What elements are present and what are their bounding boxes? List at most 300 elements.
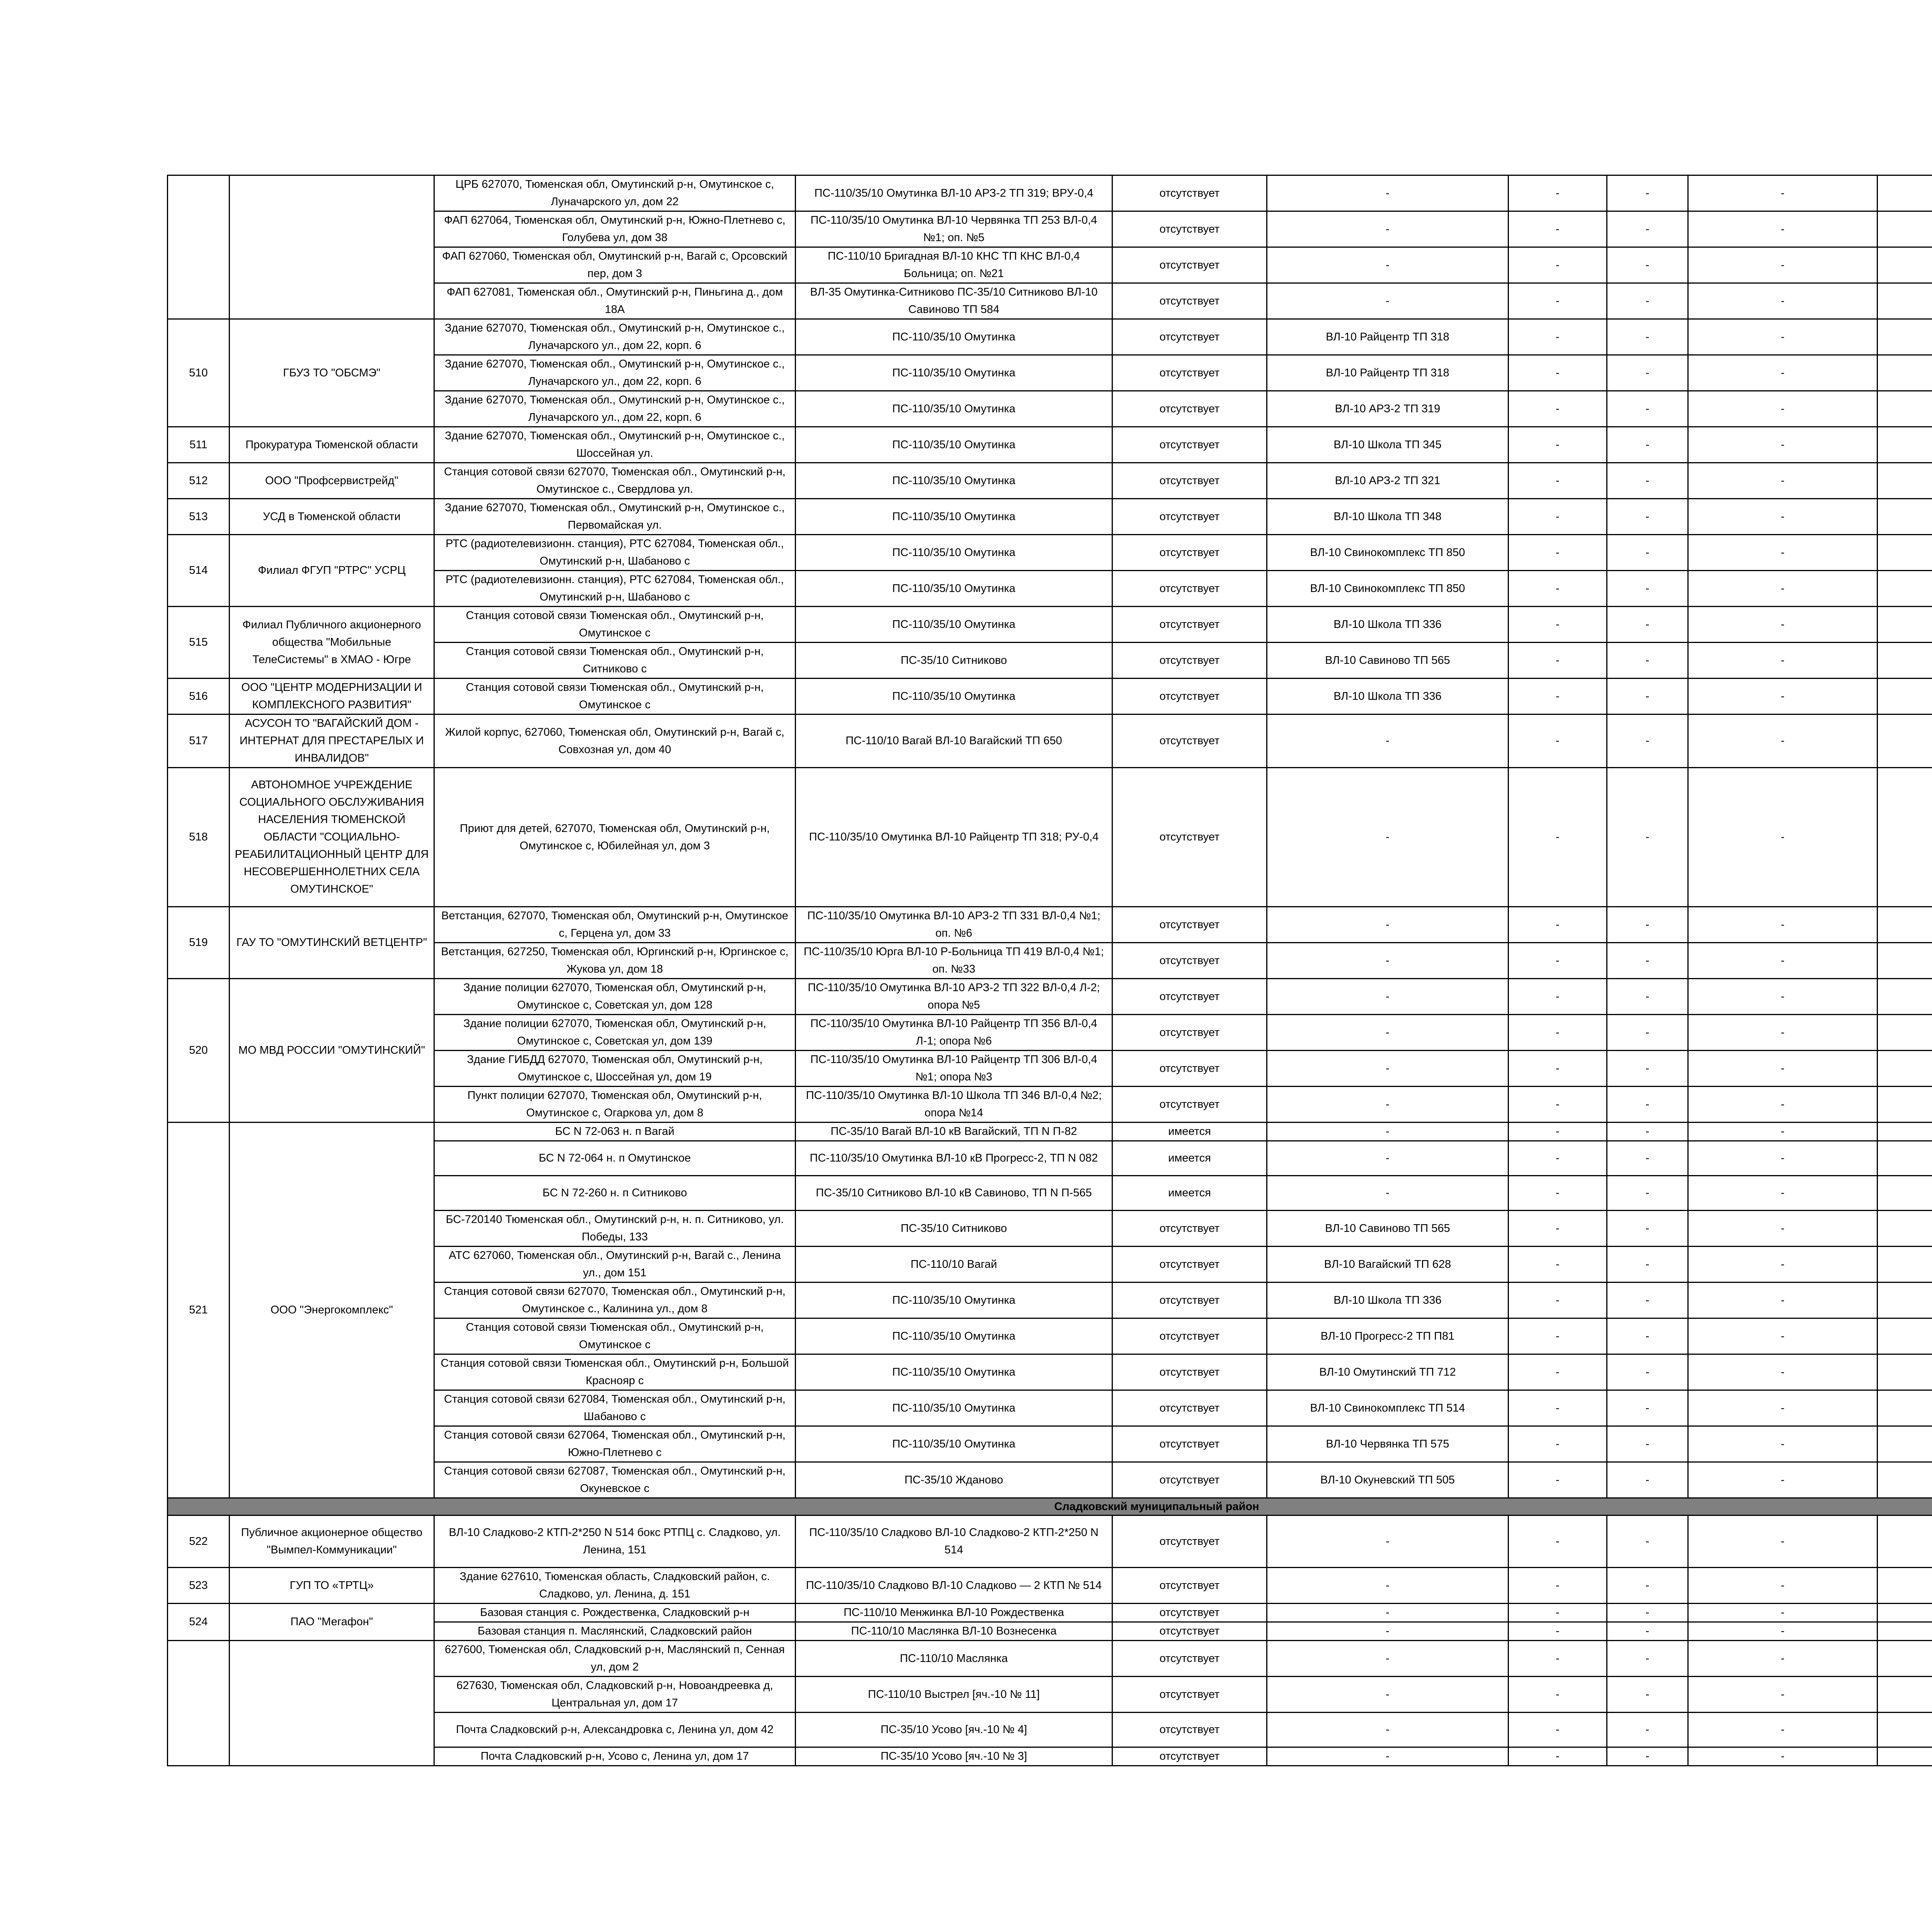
reserve-status-cell: отсутствует xyxy=(1112,1516,1267,1568)
dash-cell xyxy=(1878,1123,1932,1141)
address-cell: Станция сотовой связи Тюменская обл., Омутинский р-н, Омутинское с xyxy=(434,1318,796,1354)
reserve-status-cell: отсутствует xyxy=(1112,679,1267,714)
dash-cell: - xyxy=(1688,319,1878,355)
dash-cell xyxy=(1878,247,1932,283)
dash-cell: - xyxy=(1688,1283,1878,1318)
dash-cell: - xyxy=(1607,1390,1688,1426)
row-number-cell: 518 xyxy=(168,768,230,907)
dash-cell xyxy=(1878,607,1932,643)
dash-cell: - xyxy=(1509,247,1607,283)
supply-source-cell: ПС-110/35/10 Сладково ВЛ-10 Сладково — 2 КТП № 514 xyxy=(796,1568,1112,1604)
reserve-status-cell: отсутствует xyxy=(1112,607,1267,643)
table-row xyxy=(168,979,1932,1015)
address-cell: 627600, Тюменская обл, Сладковский р-н, Маслянский п, Сенная ул, дом 2 xyxy=(434,1641,796,1677)
address-cell: РТС (радиотелевизионн. станция), РТС 627084, Тюменская обл., Омутинский р-н, Шабаново с xyxy=(434,535,796,571)
supply-source-cell: ПС-110/35/10 Омутинка ВЛ-10 АРЗ-2 ТП 331 ВЛ-0,4 №1; оп. №6 xyxy=(796,907,1112,943)
dash-cell xyxy=(1878,571,1932,607)
feeder-line-cell: ВЛ-10 Райцентр ТП 318 xyxy=(1267,355,1509,391)
dash-cell: - xyxy=(1607,1015,1688,1051)
supply-source-cell: ПС-110/35/10 Омутинка xyxy=(796,499,1112,535)
dash-cell: - xyxy=(1509,714,1607,768)
reserve-status-cell: отсутствует xyxy=(1112,391,1267,427)
row-number-cell: 522 xyxy=(168,1516,230,1568)
reserve-status-cell: отсутствует xyxy=(1112,768,1267,907)
address-cell: Здание 627070, Тюменская обл., Омутинский р-н, Омутинское с., Луначарского ул., дом 22, корп. 6 xyxy=(434,319,796,355)
dash-cell: - xyxy=(1607,1211,1688,1247)
dash-cell: - xyxy=(1688,391,1878,427)
dash-cell: - xyxy=(1688,535,1878,571)
reserve-status-cell: отсутствует xyxy=(1112,211,1267,247)
address-cell: РТС (радиотелевизионн. станция), РТС 627084, Тюменская обл., Омутинский р-н, Шабаново с xyxy=(434,571,796,607)
row-number-cell xyxy=(168,1641,230,1766)
dash-cell: - xyxy=(1509,571,1607,607)
dash-cell: - xyxy=(1688,1462,1878,1498)
row-number-cell: 523 xyxy=(168,1568,230,1604)
organization-cell: Публичное акционерное общество "Вымпел-Коммуникации" xyxy=(230,1516,434,1568)
dash-cell: - xyxy=(1688,768,1878,907)
reserve-status-cell: отсутствует xyxy=(1112,979,1267,1015)
dash-cell: - xyxy=(1607,427,1688,463)
dash-cell: - xyxy=(1509,1015,1607,1051)
dash-cell: - xyxy=(1688,571,1878,607)
region-header-row xyxy=(168,1498,1932,1516)
feeder-line-cell: ВЛ-10 АРЗ-2 ТП 319 xyxy=(1267,391,1509,427)
reserve-status-cell: отсутствует xyxy=(1112,1051,1267,1087)
dash-cell: - xyxy=(1607,247,1688,283)
dash-cell: - xyxy=(1607,1677,1688,1713)
supply-source-cell: ПС-35/10 Вагай ВЛ-10 кВ Вагайский, ТП N П-82 xyxy=(796,1123,1112,1141)
table-row xyxy=(168,463,1932,499)
row-number-cell: 510 xyxy=(168,319,230,427)
supply-source-cell: ПС-110/35/10 Омутинка xyxy=(796,1354,1112,1390)
supply-source-cell: ПС-110/35/10 Омутинка xyxy=(796,607,1112,643)
dash-cell xyxy=(1878,1622,1932,1641)
dash-cell: - xyxy=(1688,1622,1878,1641)
address-cell: Станция сотовой связи Тюменская обл., Омутинский р-н, Омутинское с xyxy=(434,607,796,643)
reserve-status-cell: отсутствует xyxy=(1112,499,1267,535)
consumers-table xyxy=(167,175,1932,1766)
dash-cell: - xyxy=(1607,979,1688,1015)
address-cell: Жилой корпус, 627060, Тюменская обл, Омутинский р-н, Вагай с, Совхозная ул, дом 40 xyxy=(434,714,796,768)
reserve-status-cell: отсутствует xyxy=(1112,247,1267,283)
reserve-status-cell: отсутствует xyxy=(1112,355,1267,391)
dash-cell: - xyxy=(1509,979,1607,1015)
address-cell: 627630, Тюменская обл, Сладковский р-н, Новоандреевка д, Центральная ул, дом 17 xyxy=(434,1677,796,1713)
table-row xyxy=(168,907,1932,943)
dash-cell: - xyxy=(1509,1123,1607,1141)
dash-cell: - xyxy=(1509,1176,1607,1211)
address-cell: Станция сотовой связи Тюменская обл., Омутинский р-н, Омутинское с xyxy=(434,679,796,714)
feeder-line-cell: - xyxy=(1267,714,1509,768)
dash-cell: - xyxy=(1607,1123,1688,1141)
feeder-line-cell: - xyxy=(1267,1051,1509,1087)
dash-cell xyxy=(1878,1176,1932,1211)
supply-source-cell: ПС-110/35/10 Омутинка xyxy=(796,1318,1112,1354)
dash-cell: - xyxy=(1607,175,1688,211)
dash-cell: - xyxy=(1607,943,1688,979)
dash-cell xyxy=(1878,211,1932,247)
address-cell: Ветстанция, 627250, Тюменская обл, Юргинский р-н, Юргинское с, Жукова ул, дом 18 xyxy=(434,943,796,979)
organization-cell: Филиал ФГУП "РТРС" УСРЦ xyxy=(230,535,434,607)
organization-cell: ГБУЗ ТО "ОБСМЭ" xyxy=(230,319,434,427)
dash-cell xyxy=(1878,1318,1932,1354)
region-header-label: Сладковский муниципальный район xyxy=(1054,1500,1259,1513)
feeder-line-cell: - xyxy=(1267,1123,1509,1141)
dash-cell xyxy=(1878,175,1932,211)
reserve-status-cell: отсутствует xyxy=(1112,907,1267,943)
supply-source-cell: ПС-110/35/10 Юрга ВЛ-10 Р-Больница ТП 419 ВЛ-0,4 №1; оп. №33 xyxy=(796,943,1112,979)
table-body xyxy=(168,175,1932,1766)
row-number-cell xyxy=(168,175,230,319)
dash-cell xyxy=(1878,1141,1932,1176)
dash-cell: - xyxy=(1509,1051,1607,1087)
feeder-line-cell: ВЛ-10 Свинокомплекс ТП 850 xyxy=(1267,571,1509,607)
organization-cell: Филиал Публичного акционерного общества "Мобильные ТелеСистемы" в ХМАО - Югре xyxy=(230,607,434,679)
dash-cell: - xyxy=(1509,943,1607,979)
dash-cell: - xyxy=(1688,1211,1878,1247)
dash-cell: - xyxy=(1688,943,1878,979)
dash-cell: - xyxy=(1509,1604,1607,1622)
dash-cell xyxy=(1878,499,1932,535)
reserve-status-cell: имеется xyxy=(1112,1176,1267,1211)
reserve-status-cell: отсутствует xyxy=(1112,1462,1267,1498)
dash-cell: - xyxy=(1688,1051,1878,1087)
dash-cell: - xyxy=(1509,907,1607,943)
address-cell: БС N 72-064 н. п Омутинское xyxy=(434,1141,796,1176)
dash-cell: - xyxy=(1607,1604,1688,1622)
reserve-status-cell: отсутствует xyxy=(1112,714,1267,768)
supply-source-cell: ВЛ-35 Омутинка-Ситниково ПС-35/10 Ситниково ВЛ-10 Савиново ТП 584 xyxy=(796,283,1112,319)
address-cell: Ветстанция, 627070, Тюменская обл, Омутинский р-н, Омутинское с, Герцена ул, дом 33 xyxy=(434,907,796,943)
table-row xyxy=(168,1123,1932,1141)
row-number-cell: 520 xyxy=(168,979,230,1123)
dash-cell: - xyxy=(1607,283,1688,319)
table-row xyxy=(168,1568,1932,1604)
dash-cell: - xyxy=(1688,679,1878,714)
dash-cell: - xyxy=(1509,427,1607,463)
dash-cell xyxy=(1878,535,1932,571)
feeder-line-cell: ВЛ-10 Свинокомплекс ТП 514 xyxy=(1267,1390,1509,1426)
dash-cell xyxy=(1878,1462,1932,1498)
dash-cell: - xyxy=(1509,463,1607,499)
row-number-cell: 516 xyxy=(168,679,230,714)
dash-cell xyxy=(1878,1087,1932,1123)
organization-cell: ГУП ТО «ТРТЦ» xyxy=(230,1568,434,1604)
feeder-line-cell: - xyxy=(1267,247,1509,283)
dash-cell: - xyxy=(1509,768,1607,907)
dash-cell xyxy=(1878,643,1932,679)
supply-source-cell: ПС-110/10 Вагай xyxy=(796,1247,1112,1283)
feeder-line-cell: - xyxy=(1267,1516,1509,1568)
row-number-cell: 511 xyxy=(168,427,230,463)
dash-cell: - xyxy=(1509,1247,1607,1283)
dash-cell: - xyxy=(1509,499,1607,535)
dash-cell: - xyxy=(1509,1141,1607,1176)
feeder-line-cell: - xyxy=(1267,1641,1509,1677)
feeder-line-cell: ВЛ-10 Школа ТП 345 xyxy=(1267,427,1509,463)
dash-cell: - xyxy=(1688,355,1878,391)
dash-cell: - xyxy=(1688,714,1878,768)
dash-cell: - xyxy=(1607,1318,1688,1354)
feeder-line-cell: ВЛ-10 Вагайский ТП 628 xyxy=(1267,1247,1509,1283)
dash-cell: - xyxy=(1509,1713,1607,1747)
address-cell: Здание ГИБДД 627070, Тюменская обл, Омутинский р-н, Омутинское с, Шоссейная ул, дом 19 xyxy=(434,1051,796,1087)
supply-source-cell: ПС-110/35/10 Омутинка xyxy=(796,319,1112,355)
supply-source-cell: ПС-110/35/10 Омутинка ВЛ-10 Райцентр ТП 318; РУ-0,4 xyxy=(796,768,1112,907)
region-header xyxy=(168,1498,1932,1516)
dash-cell: - xyxy=(1509,607,1607,643)
dash-cell: - xyxy=(1607,1051,1688,1087)
row-number-cell: 517 xyxy=(168,714,230,768)
dash-cell xyxy=(1878,714,1932,768)
feeder-line-cell: - xyxy=(1267,1087,1509,1123)
supply-source-cell: ПС-110/35/10 Омутинка ВЛ-10 АРЗ-2 ТП 319; ВРУ-0,4 xyxy=(796,175,1112,211)
feeder-line-cell: - xyxy=(1267,211,1509,247)
address-cell: Здание 627070, Тюменская обл., Омутинский р-н, Омутинское с., Луначарского ул., дом 22, корп. 6 xyxy=(434,391,796,427)
table-row xyxy=(168,679,1932,714)
address-cell: Почта Сладковский р-н, Александровка с, Ленина ул, дом 42 xyxy=(434,1713,796,1747)
dash-cell xyxy=(1878,1641,1932,1677)
feeder-line-cell: ВЛ-10 Свинокомплекс ТП 850 xyxy=(1267,535,1509,571)
supply-source-cell: ПС-110/35/10 Омутинка ВЛ-10 Школа ТП 346 ВЛ-0,4 №2; опора №14 xyxy=(796,1087,1112,1123)
supply-source-cell: ПС-110/35/10 Омутинка ВЛ-10 кВ Прогресс-2, ТП N 082 xyxy=(796,1141,1112,1176)
dash-cell xyxy=(1878,1247,1932,1283)
dash-cell: - xyxy=(1509,1211,1607,1247)
row-number-cell: 519 xyxy=(168,907,230,979)
dash-cell: - xyxy=(1688,175,1878,211)
dash-cell xyxy=(1878,1354,1932,1390)
dash-cell xyxy=(1878,427,1932,463)
reserve-status-cell: отсутствует xyxy=(1112,943,1267,979)
reserve-status-cell: отсутствует xyxy=(1112,643,1267,679)
address-cell: Здание 627070, Тюменская обл., Омутинский р-н, Омутинское с., Первомайская ул. xyxy=(434,499,796,535)
dash-cell: - xyxy=(1688,1141,1878,1176)
address-cell: ЦРБ 627070, Тюменская обл, Омутинский р-н, Омутинское с, Луначарского ул, дом 22 xyxy=(434,175,796,211)
reserve-status-cell: отсутствует xyxy=(1112,1677,1267,1713)
feeder-line-cell: - xyxy=(1267,1677,1509,1713)
row-number-cell: 514 xyxy=(168,535,230,607)
dash-cell: - xyxy=(1607,391,1688,427)
table-row xyxy=(168,319,1932,355)
dash-cell: - xyxy=(1688,427,1878,463)
dash-cell: - xyxy=(1607,1568,1688,1604)
address-cell: БС N 72-260 н. п Ситниково xyxy=(434,1176,796,1211)
dash-cell xyxy=(1878,1426,1932,1462)
feeder-line-cell: ВЛ-10 Школа ТП 348 xyxy=(1267,499,1509,535)
dash-cell: - xyxy=(1509,535,1607,571)
dash-cell: - xyxy=(1509,1622,1607,1641)
dash-cell: - xyxy=(1688,1677,1878,1713)
address-cell: Почта Сладковский р-н, Усово с, Ленина ул, дом 17 xyxy=(434,1747,796,1766)
dash-cell xyxy=(1878,1051,1932,1087)
dash-cell: - xyxy=(1607,355,1688,391)
dash-cell xyxy=(1878,355,1932,391)
dash-cell: - xyxy=(1607,1141,1688,1176)
supply-source-cell: ПС-110/35/10 Омутинка ВЛ-10 АРЗ-2 ТП 322 ВЛ-0,4 Л-2; опора №5 xyxy=(796,979,1112,1015)
dash-cell: - xyxy=(1509,1283,1607,1318)
organization-cell: УСД в Тюменской области xyxy=(230,499,434,535)
dash-cell xyxy=(1878,768,1932,907)
reserve-status-cell: отсутствует xyxy=(1112,1568,1267,1604)
address-cell: Приют для детей, 627070, Тюменская обл, Омутинский р-н, Омутинское с, Юбилейная ул, дом 3 xyxy=(434,768,796,907)
reserve-status-cell: отсутствует xyxy=(1112,1211,1267,1247)
supply-source-cell: ПС-110/35/10 Омутинка xyxy=(796,1390,1112,1426)
supply-source-cell: ПС-110/35/10 Омутинка xyxy=(796,355,1112,391)
feeder-line-cell: - xyxy=(1267,1176,1509,1211)
supply-source-cell: ПС-110/35/10 Омутинка xyxy=(796,1283,1112,1318)
table-row xyxy=(168,714,1932,768)
dash-cell: - xyxy=(1688,1713,1878,1747)
reserve-status-cell: отсутствует xyxy=(1112,1604,1267,1622)
dash-cell: - xyxy=(1607,1426,1688,1462)
row-number-cell: 524 xyxy=(168,1604,230,1641)
dash-cell: - xyxy=(1688,1015,1878,1051)
dash-cell: - xyxy=(1607,607,1688,643)
reserve-status-cell: отсутствует xyxy=(1112,319,1267,355)
supply-source-cell: ПС-110/35/10 Сладково ВЛ-10 Сладково-2 КТП-2*250 N 514 xyxy=(796,1516,1112,1568)
reserve-status-cell: отсутствует xyxy=(1112,571,1267,607)
dash-cell: - xyxy=(1509,1354,1607,1390)
dash-cell: - xyxy=(1688,1176,1878,1211)
reserve-status-cell: отсутствует xyxy=(1112,1318,1267,1354)
supply-source-cell: ПС-110/35/10 Омутинка xyxy=(796,463,1112,499)
dash-cell: - xyxy=(1688,1247,1878,1283)
reserve-status-cell: отсутствует xyxy=(1112,427,1267,463)
dash-cell: - xyxy=(1688,607,1878,643)
dash-cell: - xyxy=(1688,283,1878,319)
dash-cell: - xyxy=(1688,1426,1878,1462)
dash-cell xyxy=(1878,319,1932,355)
feeder-line-cell: - xyxy=(1267,1747,1509,1766)
reserve-status-cell: отсутствует xyxy=(1112,175,1267,211)
row-number-cell: 513 xyxy=(168,499,230,535)
address-cell: Базовая станция п. Маслянский, Сладковский район xyxy=(434,1622,796,1641)
supply-source-cell: ПС-35/10 Ситниково ВЛ-10 кВ Савиново, ТП N П-565 xyxy=(796,1176,1112,1211)
dash-cell xyxy=(1878,1516,1932,1568)
address-cell: Здание полиции 627070, Тюменская обл, Омутинский р-н, Омутинское с, Советская ул, дом 128 xyxy=(434,979,796,1015)
feeder-line-cell: - xyxy=(1267,175,1509,211)
reserve-status-cell: имеется xyxy=(1112,1123,1267,1141)
dash-cell: - xyxy=(1607,1462,1688,1498)
dash-cell xyxy=(1878,1713,1932,1747)
address-cell: Станция сотовой связи 627070, Тюменская обл., Омутинский р-н, Омутинское с., Калинина ул., дом 8 xyxy=(434,1283,796,1318)
dash-cell xyxy=(1878,1568,1932,1604)
address-cell: Станция сотовой связи 627070, Тюменская обл., Омутинский р-н, Омутинское с., Свердлова ул. xyxy=(434,463,796,499)
supply-source-cell: ПС-110/10 Маслянка ВЛ-10 Вознесенка xyxy=(796,1622,1112,1641)
dash-cell xyxy=(1878,463,1932,499)
organization-cell: Прокуратура Тюменской области xyxy=(230,427,434,463)
dash-cell: - xyxy=(1688,1604,1878,1622)
dash-cell: - xyxy=(1688,247,1878,283)
feeder-line-cell: ВЛ-10 Школа ТП 336 xyxy=(1267,679,1509,714)
dash-cell: - xyxy=(1509,679,1607,714)
organization-cell xyxy=(230,1641,434,1766)
feeder-line-cell: - xyxy=(1267,979,1509,1015)
table-row xyxy=(168,607,1932,643)
dash-cell: - xyxy=(1607,211,1688,247)
supply-source-cell: ПС-110/10 Выстрел [яч.-10 № 11] xyxy=(796,1677,1112,1713)
organization-cell: ООО "Энергокомплекс" xyxy=(230,1123,434,1498)
reserve-status-cell: отсутствует xyxy=(1112,1713,1267,1747)
dash-cell: - xyxy=(1688,463,1878,499)
address-cell: Здание 627070, Тюменская обл., Омутинский р-н, Омутинское с., Шоссейная ул. xyxy=(434,427,796,463)
dash-cell: - xyxy=(1607,1516,1688,1568)
feeder-line-cell: ВЛ-10 Червянка ТП 575 xyxy=(1267,1426,1509,1462)
dash-cell: - xyxy=(1509,175,1607,211)
dash-cell xyxy=(1878,1390,1932,1426)
reserve-status-cell: отсутствует xyxy=(1112,1087,1267,1123)
supply-source-cell: ПС-110/10 Вагай ВЛ-10 Вагайский ТП 650 xyxy=(796,714,1112,768)
table-row xyxy=(168,535,1932,571)
reserve-status-cell: отсутствует xyxy=(1112,1247,1267,1283)
dash-cell: - xyxy=(1509,1641,1607,1677)
dash-cell: - xyxy=(1688,1087,1878,1123)
dash-cell: - xyxy=(1509,1087,1607,1123)
reserve-status-cell: отсутствует xyxy=(1112,1390,1267,1426)
dash-cell xyxy=(1878,283,1932,319)
dash-cell: - xyxy=(1509,1462,1607,1498)
dash-cell: - xyxy=(1509,643,1607,679)
dash-cell: - xyxy=(1607,1747,1688,1766)
dash-cell: - xyxy=(1607,907,1688,943)
feeder-line-cell: - xyxy=(1267,1141,1509,1176)
reserve-status-cell: отсутствует xyxy=(1112,1622,1267,1641)
dash-cell: - xyxy=(1688,211,1878,247)
supply-source-cell: ПС-35/10 Усово [яч.-10 № 3] xyxy=(796,1747,1112,1766)
reserve-status-cell: отсутствует xyxy=(1112,1354,1267,1390)
supply-source-cell: ПС-35/10 Усово [яч.-10 № 4] xyxy=(796,1713,1112,1747)
feeder-line-cell: - xyxy=(1267,943,1509,979)
feeder-line-cell: - xyxy=(1267,1015,1509,1051)
dash-cell: - xyxy=(1607,535,1688,571)
feeder-line-cell: ВЛ-10 Школа ТП 336 xyxy=(1267,1283,1509,1318)
table-row xyxy=(168,1516,1932,1568)
dash-cell: - xyxy=(1607,679,1688,714)
dash-cell: - xyxy=(1688,979,1878,1015)
dash-cell: - xyxy=(1509,1568,1607,1604)
address-cell: Пункт полиции 627070, Тюменская обл, Омутинский р-н, Омутинское с, Огаркова ул, дом 8 xyxy=(434,1087,796,1123)
dash-cell xyxy=(1878,907,1932,943)
table-row xyxy=(168,1641,1932,1677)
dash-cell: - xyxy=(1688,1568,1878,1604)
dash-cell: - xyxy=(1688,1390,1878,1426)
address-cell: Станция сотовой связи 627084, Тюменская обл., Омутинский р-н, Шабаново с xyxy=(434,1390,796,1426)
table-row xyxy=(168,768,1932,907)
dash-cell xyxy=(1878,1677,1932,1713)
feeder-line-cell: ВЛ-10 Савиново ТП 565 xyxy=(1267,1211,1509,1247)
address-cell: ВЛ-10 Сладково-2 КТП-2*250 N 514 бокс РТПЦ с. Сладково, ул. Ленина, 151 xyxy=(434,1516,796,1568)
supply-source-cell: ПС-110/35/10 Омутинка ВЛ-10 Червянка ТП 253 ВЛ-0,4 №1; оп. №5 xyxy=(796,211,1112,247)
dash-cell: - xyxy=(1607,1354,1688,1390)
dash-cell xyxy=(1878,979,1932,1015)
dash-cell: - xyxy=(1509,1426,1607,1462)
dash-cell: - xyxy=(1607,1087,1688,1123)
dash-cell: - xyxy=(1607,714,1688,768)
address-cell: Базовая станция с. Рождественка, Сладковский р-н xyxy=(434,1604,796,1622)
reserve-status-cell: отсутствует xyxy=(1112,535,1267,571)
supply-source-cell: ПС-35/10 Жданово xyxy=(796,1462,1112,1498)
organization-cell: МО МВД РОССИИ "ОМУТИНСКИЙ" xyxy=(230,979,434,1123)
feeder-line-cell: - xyxy=(1267,283,1509,319)
feeder-line-cell: ВЛ-10 Школа ТП 336 xyxy=(1267,607,1509,643)
organization-cell: ГАУ ТО "ОМУТИНСКИЙ ВЕТЦЕНТР" xyxy=(230,907,434,979)
dash-cell: - xyxy=(1607,1713,1688,1747)
dash-cell: - xyxy=(1688,1747,1878,1766)
address-cell: БС N 72-063 н. п Вагай xyxy=(434,1123,796,1141)
dash-cell xyxy=(1878,1604,1932,1622)
dash-cell: - xyxy=(1509,283,1607,319)
dash-cell: - xyxy=(1607,643,1688,679)
